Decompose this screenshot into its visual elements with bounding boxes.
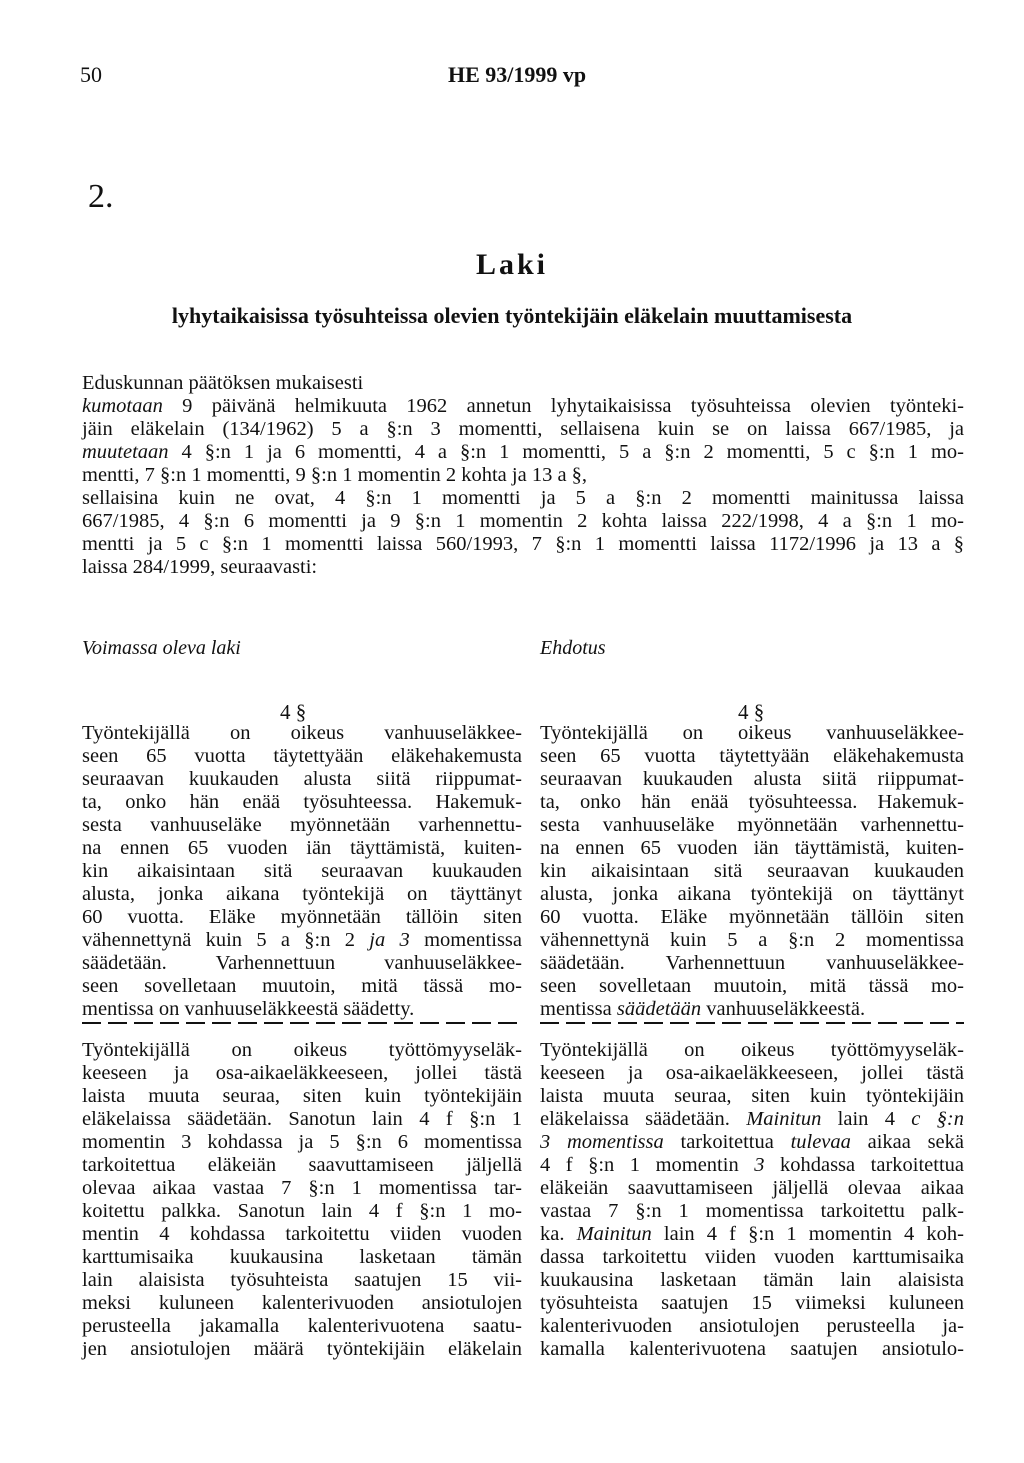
- text-line: työsuhteista saatujen 15 viimeksi kuluneen: [540, 1292, 964, 1314]
- text-line: ta, onko hän enää työsuhteessa. Hakemuk-: [540, 791, 964, 813]
- text-line: olevaa aikaa vastaa 7 §:n 1 momentissa tar-: [82, 1177, 522, 1199]
- intro-line: [82, 395, 964, 418]
- text-line: koitettu palkka. Sanotun lain 4 f §:n 1 mo-: [82, 1200, 522, 1222]
- text-line: kuukausina lasketaan tämän lain alaisista: [540, 1269, 964, 1291]
- text-line: eläkelaissa säädetään. Sanotun lain 4 f §:n 1: [82, 1108, 522, 1130]
- text-line: perusteella jakamalla kalenterivuotena saatu-: [82, 1315, 522, 1337]
- text-line: seuraavan kuukauden alusta siitä riippumat-: [82, 768, 522, 790]
- right-section-number: 4 §: [738, 700, 765, 724]
- text-line: säädetään. Varhennettuun vanhuuseläkkee-: [82, 952, 522, 974]
- text-line: mentin 4 kohdassa tarkoitettu viiden vuoden: [82, 1223, 522, 1245]
- italic-run: tulevaa: [790, 1131, 851, 1153]
- text-line: jen ansiotulojen määrä työntekijäin eläkelain: [82, 1338, 522, 1360]
- text-line: laista muuta seuraa, siten kuin työntekijäin: [540, 1085, 964, 1107]
- text-line: seen sovelletaan muutoin, mitä tässä mo-: [82, 975, 522, 997]
- intro-line: sellaisina kuin ne ovat, 4 §:n 1 momentti ja 5 a §:n 2 momentti mainitussa laissa: [82, 487, 964, 509]
- left-paragraph-1: [82, 722, 522, 1021]
- text-line: vähennettynä kuin 5 a §:n 2 momentissa: [540, 929, 964, 951]
- intro-line: mentti ja 5 c §:n 1 momentti laissa 560/1993, 7 §:n 1 momentti laissa 1172/1996 ja 13 a §: [82, 533, 964, 555]
- kumotaan-keyword: kumotaan: [82, 395, 163, 417]
- text-line: alusta, jonka aikana työntekijä on täyttänyt: [540, 883, 964, 905]
- text-run: eläkelaissa säädetään.: [540, 1108, 747, 1130]
- text-line: kin aikaisintaan sitä seuraavan kuukauden: [82, 860, 522, 882]
- text-line: säädetään. Varhennettuun vanhuuseläkkee-: [540, 952, 964, 974]
- text-line: kin aikaisintaan sitä seuraavan kuukauden: [540, 860, 964, 882]
- italic-run: c §:n: [911, 1108, 964, 1130]
- intro-line: laissa 284/1999, seuraavasti:: [82, 556, 318, 578]
- law-title: Laki: [475, 248, 549, 281]
- text-line: seen sovelletaan muutoin, mitä tässä mo-: [540, 975, 964, 997]
- enactment-clause: [82, 372, 964, 579]
- text-line: [82, 929, 522, 952]
- intro-line: jäin eläkelain (134/1962) 5 a §:n 3 momentti, sellaisena kuin se on laissa 667/1985, ja: [82, 418, 964, 440]
- text-line: tarkoitettua eläkeiän saavuttamiseen jäljellä: [82, 1154, 522, 1176]
- text-line: sesta vanhuuseläke myönnetään varhennettu-: [82, 814, 522, 836]
- text-line: [540, 1131, 964, 1154]
- omission-dashes: [540, 1022, 964, 1026]
- text-line: mentissa on vanhuuseläkkeestä säädetty.: [82, 998, 415, 1020]
- text-run: momentissa: [409, 929, 523, 951]
- text-line: na ennen 65 vuoden iän täyttämistä, kuiten-: [540, 837, 964, 859]
- column-heading-proposal: Ehdotus: [540, 637, 606, 659]
- text-line: na ennen 65 vuoden iän täyttämistä, kuiten-: [82, 837, 522, 859]
- italic-run: säädetään: [616, 998, 702, 1020]
- intro-line: Eduskunnan päätöksen mukaisesti: [82, 372, 364, 394]
- right-paragraph-1: [540, 722, 964, 1021]
- text-run: lain 4: [821, 1108, 912, 1130]
- intro-line: [82, 441, 964, 464]
- text-line: keeseen ja osa-aikaeläkkeeseen, jollei tästä: [540, 1062, 964, 1084]
- text-run: tarkoitettua: [663, 1131, 791, 1153]
- text-line: kamalla kalenterivuotena saatujen ansiotulo-: [540, 1338, 964, 1360]
- italic-run: 3: [754, 1154, 765, 1176]
- omission-dashes: [82, 1022, 522, 1026]
- page-number: 50: [80, 62, 102, 87]
- text-line: kalenterivuoden ansiotulojen perusteella ja-: [540, 1315, 964, 1337]
- text-line: [540, 998, 964, 1021]
- text-line: [540, 1223, 964, 1246]
- text-line: eläkeiän saavuttamiseen jäljellä olevaa aikaa: [540, 1177, 964, 1199]
- text-run: vanhuuseläkkeestä.: [701, 998, 866, 1020]
- text-line: Työntekijällä on oikeus työttömyyseläk-: [540, 1039, 964, 1061]
- text-line: laista muuta seuraa, siten kuin työntekijäin: [82, 1085, 522, 1107]
- text-line: vastaa 7 §:n 1 momentissa tarkoitettu palk-: [540, 1200, 964, 1222]
- text-line: lain alaisista työsuhteista saatujen 15 vii-: [82, 1269, 522, 1291]
- text-line: momentin 3 kohdassa ja 5 §:n 6 momentissa: [82, 1131, 522, 1153]
- right-paragraph-2: [540, 1039, 964, 1361]
- intro-text: 9 päivänä helmikuuta 1962 annetun lyhytaikaisissa työsuhteissa olevien työnteki-: [162, 395, 964, 417]
- text-line: karttumisaika kuukausina lasketaan tämän: [82, 1246, 522, 1268]
- text-line: [540, 1108, 964, 1131]
- section-number: 2.: [88, 178, 114, 215]
- text-line: Työntekijällä on oikeus työttömyyseläk-: [82, 1039, 522, 1061]
- text-line: seen 65 vuotta täytettyään eläkehakemusta: [540, 745, 964, 767]
- law-subtitle: lyhytaikaisissa työsuhteissa olevien työntekijäin eläkelain muuttamisesta: [171, 303, 853, 328]
- text-line: meksi kuluneen kalenterivuoden ansiotulojen: [82, 1292, 522, 1314]
- text-line: Työntekijällä on oikeus vanhuuseläkkee-: [82, 722, 522, 744]
- text-line: 60 vuotta. Eläke myönnetään tällöin siten: [82, 906, 522, 928]
- text-line: seuraavan kuukauden alusta siitä riippumat-: [540, 768, 964, 790]
- muutetaan-keyword: muutetaan: [82, 441, 169, 463]
- intro-line: 667/1985, 4 §:n 6 momentti ja 9 §:n 1 momentin 2 kohta laissa 222/1998, 4 a §:n 1 mo-: [82, 510, 964, 532]
- text-run: ka.: [540, 1223, 577, 1245]
- text-line: [540, 1154, 964, 1177]
- column-heading-current-law: Voimassa oleva laki: [82, 637, 241, 659]
- italic-run: Mainitun: [746, 1108, 822, 1130]
- text-line: keeseen ja osa-aikaeläkkeeseen, jollei tästä: [82, 1062, 522, 1084]
- text-line: 60 vuotta. Eläke myönnetään tällöin siten: [540, 906, 964, 928]
- text-line: dassa tarkoitettu viiden vuoden karttumisaika: [540, 1246, 964, 1268]
- intro-text: 4 §:n 1 ja 6 momentti, 4 a §:n 1 momentti, 5 a §:n 2 momentti, 5 c §:n 1 mo-: [168, 441, 964, 463]
- text-run: kohdassa tarkoitettua: [764, 1154, 964, 1176]
- text-run: aikaa sekä: [850, 1131, 964, 1153]
- text-run: lain 4 f §:n 1 momentin 4 koh-: [651, 1223, 964, 1245]
- text-run: mentissa: [540, 998, 617, 1020]
- italic-run: Mainitun: [576, 1223, 652, 1245]
- text-line: alusta, jonka aikana työntekijä on täyttänyt: [82, 883, 522, 905]
- intro-line: mentti, 7 §:n 1 momentti, 9 §:n 1 momentin 2 kohta ja 13 a §,: [82, 464, 588, 486]
- italic-run: 3 momentissa: [540, 1131, 664, 1153]
- text-run: vähennettynä kuin 5 a §:n 2: [82, 929, 370, 951]
- italic-run: ja 3: [369, 929, 410, 951]
- text-run: 4 f §:n 1 momentin: [540, 1154, 755, 1176]
- text-line: Työntekijällä on oikeus vanhuuseläkkee-: [540, 722, 964, 744]
- left-paragraph-2: [82, 1039, 522, 1361]
- text-line: sesta vanhuuseläke myönnetään varhennettu-: [540, 814, 964, 836]
- running-head: HE 93/1999 vp: [448, 62, 587, 87]
- text-line: seen 65 vuotta täytettyään eläkehakemusta: [82, 745, 522, 767]
- text-line: ta, onko hän enää työsuhteessa. Hakemuk-: [82, 791, 522, 813]
- left-section-number: 4 §: [280, 700, 307, 724]
